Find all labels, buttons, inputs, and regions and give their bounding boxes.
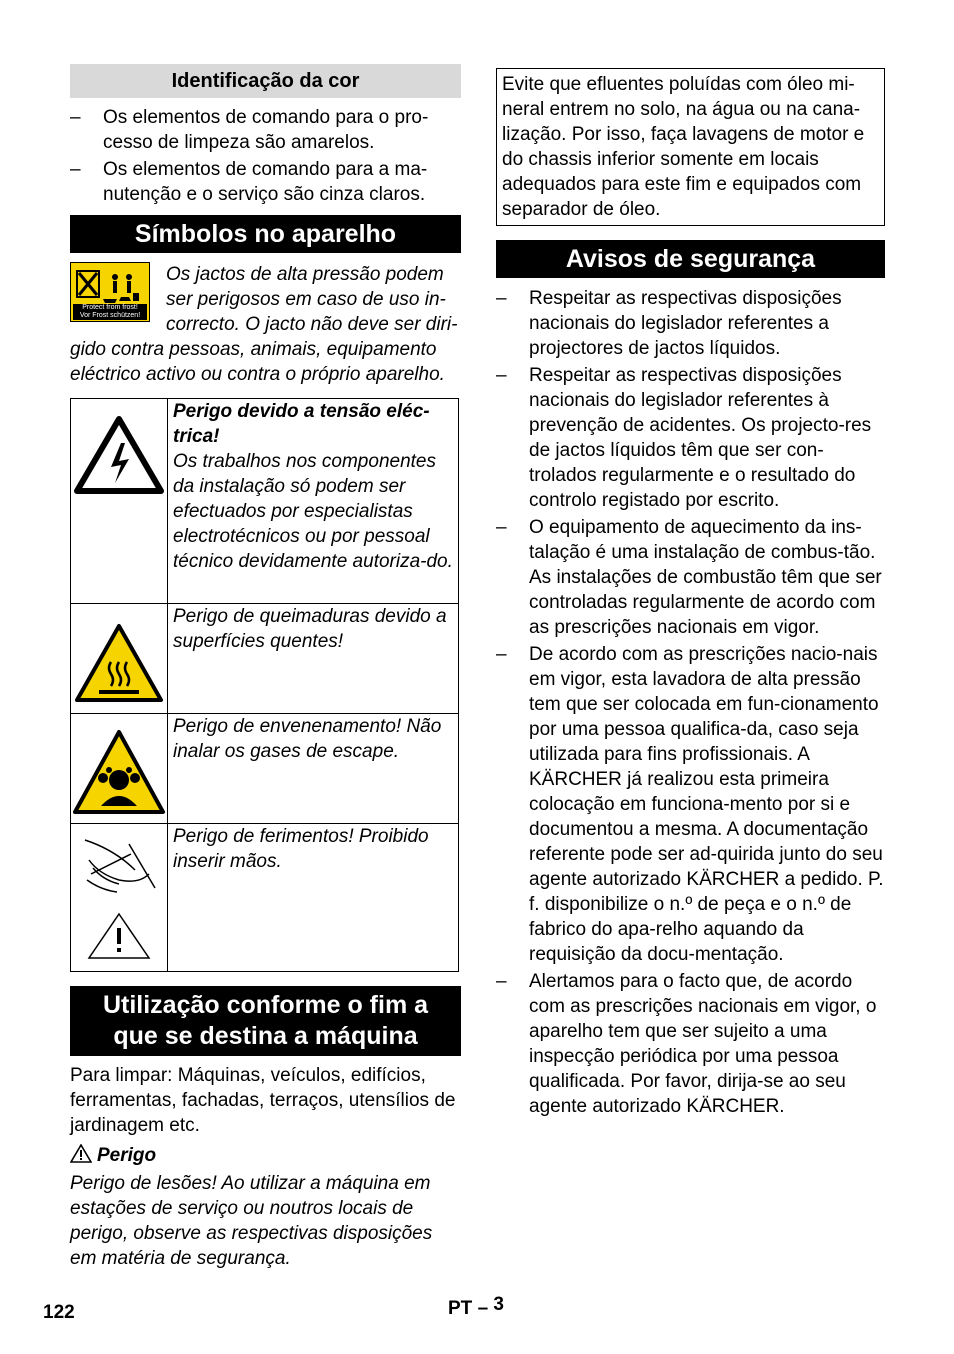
list-item: – De acordo com as prescrições nacio-nais em vigor, esta lavadora de alta pressão tem que ser colocada em fun-cionamento por uma pessoa qualifica-da, caso seja utilizada para fins profissionais. A KÄRCHER já realizou esta primeira colocação em funciona-mento por si e documentou a mesma. A documentação referente pode ser ad-quirida junto do seu agente autorizado KÄRCHER a pedido. P. f. disponibilize o n.º de peça e o n.º de fabrico do apa-relho aquando da requisição da docu-mentação. [496,642,885,967]
hazard-icon-cell [71,824,168,972]
hazard-icon-cell [71,714,168,824]
hot-surface-icon [71,604,167,704]
danger-text: Perigo de lesões! Ao utilizar a máquina em estações de serviço ou noutros locais de perigo, observe as respectivas disposições em matéria de segurança. [70,1173,433,1269]
jet-warning-text: Os jactos de alta pressão podem ser perigosos em caso de uso in-correcto. O jacto não deve ser diri-gido contra pessoas, animais, equipamento eléctrico activo ou contra o próprio aparelho. [70,264,458,385]
safety-list [496,286,885,1119]
list-item: – Alertamos para o facto que, de acordo com as prescrições nacionais em vigor, o aparelho tem que ser sujeito a uma inspecção periódica por uma pessoa qualificada. Por favor, dirija-se ao seu agente autorizado KÄRCHER. [496,969,885,1119]
hazard-row [71,714,459,824]
frost-label-text [73,304,147,320]
hazard-text: Perigo de envenenamento! Não inalar os gases de escape. [173,716,442,762]
hazard-title: Perigo devido a tensão eléc-trica! [173,401,430,447]
jet-warning-block [70,262,461,387]
no-hands-icon [71,824,167,964]
left-column [70,64,461,1271]
symbols-heading: Símbolos no aparelho [70,215,461,253]
list-item: – O equipamento de aquecimento da ins-talação é uma instalação de combus-tão. As instalações de combustão têm que ser controladas regularmente de acordo com as prescrições nacionais em vigor. [496,515,885,640]
frost-warning-label [70,262,150,322]
list-item: – Os elementos de comando para a ma-nutenção e o serviço são cinza claros. [70,157,461,207]
electric-shock-icon [71,399,167,519]
hazard-table [70,398,459,972]
color-id-list [70,105,461,207]
hazard-text: Perigo de queimaduras devido a superfícies quentes! [173,606,447,652]
intended-use-heading: Utilização conforme o fim a que se destina a máquina [70,986,461,1056]
poisoning-icon [71,714,167,814]
page-number: 122 [43,1302,75,1323]
environment-box: Evite que efluentes poluídas com óleo mi-neral entrem no solo, na água ou na cana-lização. Por isso, faça lavagens de motor e do chassis inferior somente em locais adequados para este fim e equipados com separador de óleo. [496,68,885,226]
list-item: – Respeitar as respectivas disposições nacionais do legislador referentes à prevenção de acidentes. Os projecto-res de jactos líquidos têm que ser con-trolados regularmente e o resultado do controlo registado por escrito. [496,363,885,513]
hazard-row [71,824,459,972]
hazard-text-cell [168,604,459,714]
frost-label-line2: Vor Frost schützen! [79,312,141,319]
page-footer-label [448,1296,504,1321]
intended-use-text: Para limpar: Máquinas, veículos, edifícios, ferramentas, fachadas, terraços, utensílios de jardinagem etc. [70,1065,456,1136]
footer-lang: PT [448,1298,473,1319]
warning-triangle-icon [70,1144,92,1163]
color-id-heading: Identificação da cor [70,64,461,98]
right-column [496,68,885,1119]
danger-label-row [70,1143,461,1168]
hazard-row [71,399,459,604]
danger-label: Perigo [97,1145,157,1166]
hazard-icon-cell [71,604,168,714]
safety-heading: Avisos de segurança [496,240,885,278]
hazard-text-cell [168,824,459,972]
hazard-text-cell [168,399,459,604]
hazard-icon-cell [71,399,168,604]
hazard-text: Perigo de ferimentos! Proibido inserir mãos. [173,826,429,872]
footer-section-page: 3 [493,1294,504,1315]
list-item: – Os elementos de comando para o pro-cesso de limpeza são amarelos. [70,105,461,155]
hazard-text: Os trabalhos nos componentes da instalação só podem ser efectuados por especialistas electrotécnicos ou por pessoal técnico devidamente autoriza-do. [173,451,453,572]
frost-label-line1: Protect from frost! [82,304,138,311]
list-item: – Respeitar as respectivas disposições nacionais do legislador referentes a projectores de jactos líquidos. [496,286,885,361]
hazard-text-cell [168,714,459,824]
hazard-row [71,604,459,714]
footer-dash: – [477,1298,489,1319]
